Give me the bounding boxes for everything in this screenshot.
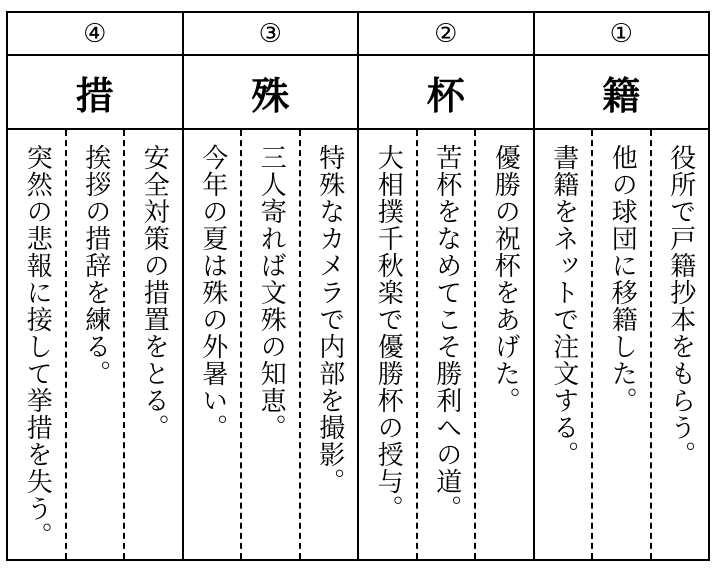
sentence-cell	[299, 130, 358, 559]
example-sentence: 苦杯をなめてこそ勝利への道。	[431, 144, 462, 522]
example-sentence: 突然の悲報に接して挙措を失う。	[22, 144, 53, 549]
example-sentence: 優勝の祝杯をあげた。	[490, 144, 521, 414]
sentence-cell	[8, 130, 65, 559]
kanji-heading: 杯	[359, 56, 533, 130]
column-number: ③	[184, 13, 358, 56]
sentence-cell	[184, 130, 241, 559]
column-number: ②	[359, 13, 533, 56]
kanji-column-4	[8, 13, 182, 559]
example-sentence: 三人寄れば文殊の知恵。	[256, 144, 287, 441]
kanji-worksheet-table	[6, 11, 710, 561]
sentence-cell	[65, 130, 124, 559]
example-sentences	[8, 130, 182, 559]
kanji-column-2	[357, 13, 533, 559]
example-sentence: 書籍をネットで注文する。	[548, 144, 579, 468]
example-sentences	[535, 130, 709, 559]
column-number: ④	[8, 13, 182, 56]
sentence-cell	[416, 130, 475, 559]
kanji-heading: 籍	[535, 56, 709, 130]
kanji-column-1	[533, 13, 709, 559]
sentence-cell	[123, 130, 182, 559]
sentence-cell	[535, 130, 592, 559]
example-sentence: 大相撲千秋楽で優勝杯の授与。	[373, 144, 404, 522]
sentence-cell	[359, 130, 416, 559]
sentence-cell	[650, 130, 709, 559]
sentence-cell	[240, 130, 299, 559]
example-sentences	[184, 130, 358, 559]
example-sentence: 今年の夏は殊の外暑い。	[197, 144, 228, 441]
example-sentence: 特殊なカメラで内部を撮影。	[314, 144, 345, 495]
kanji-heading: 殊	[184, 56, 358, 130]
kanji-heading: 措	[8, 56, 182, 130]
example-sentence: 役所で戸籍抄本をもらう。	[665, 144, 696, 468]
sentence-cell	[474, 130, 533, 559]
sentence-cell	[591, 130, 650, 559]
kanji-column-3	[182, 13, 358, 559]
column-number: ①	[535, 13, 709, 56]
example-sentence: 他の球団に移籍した。	[607, 144, 638, 414]
example-sentence: 安全対策の措置をとる。	[139, 144, 170, 441]
example-sentence: 挨拶の措辞を練る。	[80, 144, 111, 387]
example-sentences	[359, 130, 533, 559]
